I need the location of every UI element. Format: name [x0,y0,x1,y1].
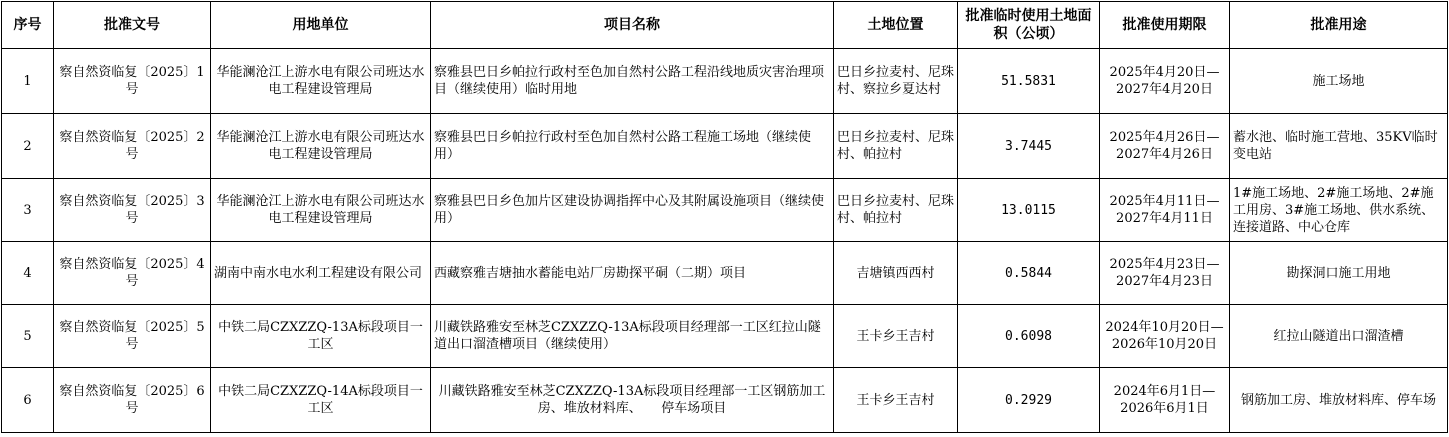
cell-purpose: 钢筋加工房、堆放材料库、停车场 [1230,368,1448,433]
cell-purpose: 施工场地 [1230,49,1448,114]
table-row [2,114,1448,179]
cell-project: 川藏铁路雅安至林芝CZXZZQ-13A标段项目经理部一工区钢筋加工房、堆放材料库、 停车场项目 [431,368,834,433]
table-row [2,368,1448,433]
cell-unit: 中铁二局CZXZZQ-14A标段项目一工区 [211,368,431,433]
cell-location: 巴日乡拉麦村、尼珠村、帕拉村 [834,114,958,179]
cell-project: 西藏察雅吉塘抽水蓄能电站厂房勘探平硐（二期）项目 [431,242,834,305]
cell-area: 0.6098 [958,305,1100,368]
header-doc-no: 批准文号 [54,2,211,49]
cell-area: 13.0115 [958,179,1100,242]
cell-area: 0.2929 [958,368,1100,433]
cell-unit: 华能澜沧江上游水电有限公司班达水电工程建设管理局 [211,114,431,179]
cell-period: 2025年4月11日—2027年4月11日 [1100,179,1230,242]
cell-doc-no: 察自然资临复〔2025〕2号 [54,114,211,179]
cell-area: 0.5844 [958,242,1100,305]
table-row [2,305,1448,368]
header-period: 批准使用期限 [1100,2,1230,49]
cell-project: 察雅县巴日乡帕拉行政村至色加自然村公路工程施工场地（继续使用） [431,114,834,179]
cell-unit: 中铁二局CZXZZQ-13A标段项目一工区 [211,305,431,368]
cell-unit: 华能澜沧江上游水电有限公司班达水电工程建设管理局 [211,49,431,114]
cell-period: 2025年4月23日—2027年4月23日 [1100,242,1230,305]
cell-period: 2024年10月20日—2026年10月20日 [1100,305,1230,368]
cell-seq: 6 [2,368,54,433]
cell-purpose: 1#施工场地、2#施工场地、2#施工用房、3#施工场地、供水系统、连接道路、中心仓库 [1230,179,1448,242]
cell-location: 吉塘镇西西村 [834,242,958,305]
header-seq: 序号 [2,2,54,49]
cell-doc-no: 察自然资临复〔2025〕3号 [54,179,211,242]
cell-period: 2025年4月26日—2027年4月26日 [1100,114,1230,179]
cell-project: 察雅县巴日乡色加片区建设协调指挥中心及其附属设施项目（继续使用） [431,179,834,242]
cell-doc-no: 察自然资临复〔2025〕6号 [54,368,211,433]
header-row [2,2,1448,49]
cell-doc-no: 察自然资临复〔2025〕1号 [54,49,211,114]
table-row [2,242,1448,305]
cell-purpose: 蓄水池、临时施工营地、35KV临时变电站 [1230,114,1448,179]
cell-doc-no: 察自然资临复〔2025〕4号 [54,242,211,305]
cell-period: 2024年6月1日—2026年6月1日 [1100,368,1230,433]
cell-unit: 湖南中南水电水利工程建设有限公司 [211,242,431,305]
cell-seq: 4 [2,242,54,305]
cell-unit: 华能澜沧江上游水电有限公司班达水电工程建设管理局 [211,179,431,242]
cell-project: 川藏铁路雅安至林芝CZXZZQ-13A标段项目经理部一工区红拉山隧道出口溜渣槽项目（继续使用） [431,305,834,368]
cell-location: 王卡乡王吉村 [834,368,958,433]
cell-location: 巴日乡拉麦村、尼珠村、察拉乡夏达村 [834,49,958,114]
cell-purpose: 红拉山隧道出口溜渣槽 [1230,305,1448,368]
cell-seq: 2 [2,114,54,179]
table-row [2,179,1448,242]
cell-location: 王卡乡王吉村 [834,305,958,368]
cell-location: 巴日乡拉麦村、尼珠村、帕拉村 [834,179,958,242]
header-location: 土地位置 [834,2,958,49]
cell-purpose: 勘探洞口施工用地 [1230,242,1448,305]
header-area: 批准临时使用土地面积（公顷） [958,2,1100,49]
header-project: 项目名称 [431,2,834,49]
cell-area: 3.7445 [958,114,1100,179]
cell-seq: 3 [2,179,54,242]
header-purpose: 批准用途 [1230,2,1448,49]
approval-table [1,1,1448,433]
cell-area: 51.5831 [958,49,1100,114]
cell-period: 2025年4月20日—2027年4月20日 [1100,49,1230,114]
header-unit: 用地单位 [211,2,431,49]
cell-seq: 5 [2,305,54,368]
cell-doc-no: 察自然资临复〔2025〕5号 [54,305,211,368]
cell-project: 察雅县巴日乡帕拉行政村至色加自然村公路工程沿线地质灾害治理项目（继续使用）临时用地 [431,49,834,114]
cell-seq: 1 [2,49,54,114]
table-row [2,49,1448,114]
